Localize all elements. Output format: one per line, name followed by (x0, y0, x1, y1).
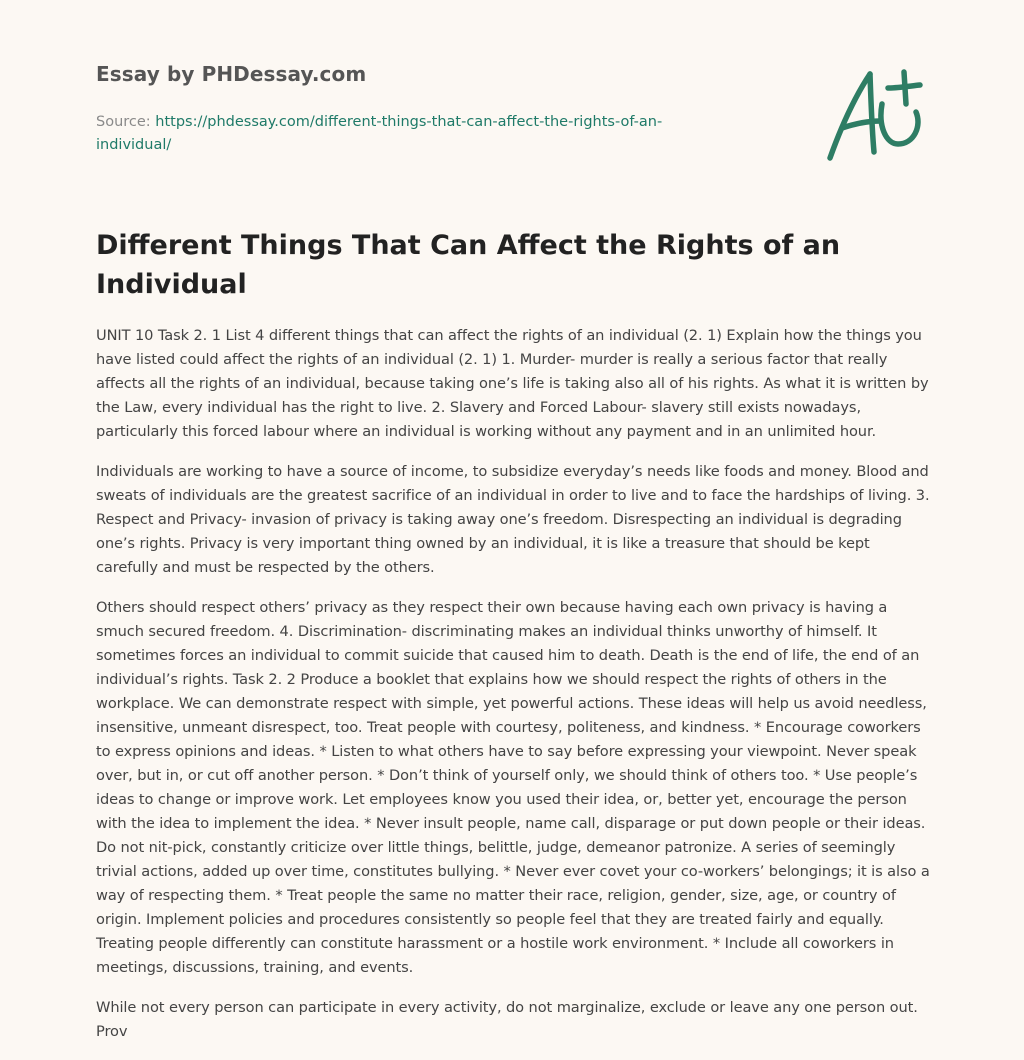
page-header (96, 62, 716, 157)
essay-title: Different Things That Can Affect the Rights of an Individual (96, 230, 841, 300)
site-title: Essay by PHDessay.com (96, 62, 367, 86)
essay-paragraph: Others should respect others’ privacy as they respect their own because having each own privacy is having a smuch secured freedom. 4. Discrimination- discriminating makes an individual thinks unworthy of himself. It sometimes forces an individual to commit suicide that caused him to death. Death is the end of life, the end of an individual’s rights. Task 2. 2 Produce a booklet that explains how we should respect the rights of others in the workplace. We can demonstrate respect with simple, yet powerful actions. These ideas will help us avoid needless, insensitive, unmeant disrespect, too. Treat people with courtesy, politeness, and kindness. * Encourage coworkers to express opinions and ideas. * Listen to what others have to say before expressing your viewpoint. Never speak over, but in, or cut off another person. * Don’t think of yourself only, we should think of others too. * Use people’s ideas to change or improve work. Let employees know you used their idea, or, better yet, encourage the person with the idea to implement the idea. * Never insult people, name call, disparage or put down people or their ideas. Do not nit-pick, constantly criticize over little things, belittle, judge, demeanor patronize. A series of seemingly trivial actions, added up over time, constitutes bullying. * Never ever covet your co-workers’ belongings; it is also a way of respecting them. * Treat people the same no matter their race, religion, gender, size, age, or country of origin. Implement policies and procedures consistently so people feel that they are treated fairly and equally. Treating people differently can constitute harassment or a hostile work environment. * Include all coworkers in meetings, discussions, training, and events. (96, 599, 930, 976)
source-label: Source: (96, 114, 156, 130)
essay-paragraph: Individuals are working to have a source of income, to subsidize everyday’s needs like foods and money. Blood and sweats of individuals are the greatest sacrifice of an individual in order to live and to face the hardships of living. 3. Respect and Privacy- invasion of privacy is taking away one’s freedom. Disrespecting an individual is degrading one’s rights. Privacy is very important thing owned by an individual, it is like a treasure that should be kept carefully and must be respected by the others. (96, 463, 930, 576)
essay-paragraph: UNIT 10 Task 2. 1 List 4 different things that can affect the rights of an individual (2. 1) Explain how the things you have listed could affect the rights of an individual (2. 1) 1. Murder- murder is really a serious factor that really affects all the rights of an individual, because taking one’s life is taking also all of his rights. As what it is written by the Law, every individual has the right to live. 2. Slavery and Forced Labour- slavery still exists nowadays, particularly this forced labour where an individual is working without any payment and in an unlimited hour. (96, 327, 929, 440)
essay-body (96, 324, 930, 1060)
a-plus-grade-logo (820, 64, 930, 166)
source-link[interactable]: https://phdessay.com/different-things-that-can-affect-the-rights-of-an-individual/ (96, 114, 663, 153)
essay-paragraph: While not every person can participate in every activity, do not marginalize, exclude or leave any one person out. Prov (96, 999, 918, 1040)
source-line (96, 111, 716, 157)
